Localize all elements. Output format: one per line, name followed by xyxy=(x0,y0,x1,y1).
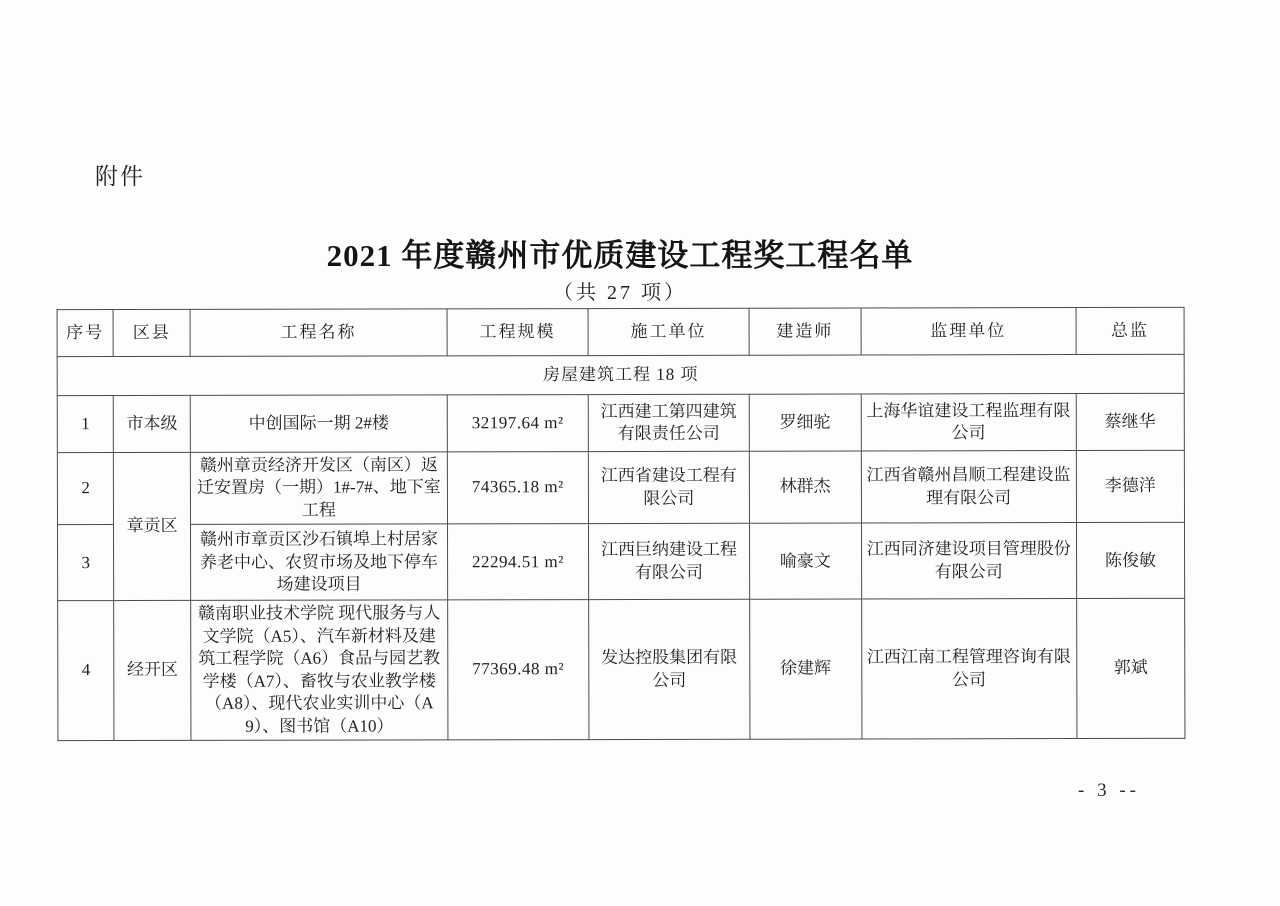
column-header-builder: 建造师 xyxy=(749,308,861,355)
cell-no: 2 xyxy=(57,453,113,525)
cell-district: 市本级 xyxy=(114,395,191,452)
section-header-row xyxy=(57,354,1184,395)
cell-scale: 22294.51 m² xyxy=(447,524,588,600)
cell-contractor: 江西巨纳建设工程有限公司 xyxy=(588,524,749,600)
cell-builder: 罗细驼 xyxy=(749,394,861,451)
column-header-chief-supervisor: 总监 xyxy=(1076,307,1184,354)
awards-table xyxy=(57,307,1186,741)
cell-chief-supervisor: 蔡继华 xyxy=(1076,393,1184,450)
cell-supervision-unit: 江西江南工程管理咨询有限公司 xyxy=(861,599,1077,739)
cell-supervision-unit: 江西同济建设项目管理股份有限公司 xyxy=(861,523,1076,599)
cell-project-name: 赣州市章贡区沙石镇埠上村居家养老中心、农贸市场及地下停车场建设项目 xyxy=(190,524,447,601)
table-row xyxy=(57,393,1184,452)
cell-district-merged: 章贡区 xyxy=(114,452,191,600)
cell-district: 经开区 xyxy=(114,601,191,741)
cell-scale: 32197.64 m² xyxy=(447,395,588,452)
cell-project-name: 赣南职业技术学院 现代服务与人文学院（A5）、汽车新材料及建筑工程学院（A6）食品与园艺教学楼（A7）、畜牧与农业教学楼（A8）、现代农业实训中心（A9）、图书馆（A10） xyxy=(191,600,448,740)
cell-scale: 77369.48 m² xyxy=(448,600,589,740)
cell-no: 3 xyxy=(58,525,115,601)
cell-supervision-unit: 江西省赣州昌顺工程建设监理有限公司 xyxy=(861,451,1076,524)
column-header-district: 区县 xyxy=(113,309,190,356)
column-header-scale: 工程规模 xyxy=(447,309,588,356)
column-header-contractor: 施工单位 xyxy=(588,308,749,355)
awards-table-container xyxy=(57,307,1186,741)
cell-chief-supervisor: 陈俊敏 xyxy=(1076,523,1184,599)
table-row xyxy=(58,599,1185,741)
column-header-supervision-unit: 监理单位 xyxy=(861,308,1076,355)
page-number: - 3 -- xyxy=(1078,780,1140,801)
table-row xyxy=(57,450,1184,525)
cell-contractor: 江西省建设工程有限公司 xyxy=(588,451,749,524)
cell-contractor: 江西建工第四建筑有限责任公司 xyxy=(588,394,749,451)
cell-no: 4 xyxy=(58,601,115,741)
table-header-row xyxy=(57,307,1184,356)
cell-project-name: 赣州章贡经济开发区（南区）返迁安置房（一期）1#-7#、地下室工程 xyxy=(190,452,447,525)
cell-contractor: 发达控股集团有限公司 xyxy=(588,600,749,740)
cell-no: 1 xyxy=(57,396,113,453)
cell-builder: 林群杰 xyxy=(749,451,861,524)
column-header-project-name: 工程名称 xyxy=(190,309,447,357)
page-title: 2021 年度赣州市优质建设工程奖工程名单 xyxy=(326,238,914,273)
page-subtitle: （共 27 项） xyxy=(553,282,687,304)
cell-supervision-unit: 上海华谊建设工程监理有限公司 xyxy=(861,394,1076,451)
table-row xyxy=(58,523,1185,601)
section-header-label: 房屋建筑工程 18 项 xyxy=(57,354,1184,395)
column-header-no: 序号 xyxy=(57,310,113,357)
attachment-label: 附件 xyxy=(95,164,145,189)
cell-chief-supervisor: 李德洋 xyxy=(1076,450,1184,523)
cell-project-name: 中创国际一期 2#楼 xyxy=(190,395,447,453)
cell-scale: 74365.18 m² xyxy=(447,452,588,525)
cell-builder: 喻豪文 xyxy=(749,523,861,599)
cell-builder: 徐建辉 xyxy=(750,599,862,739)
cell-chief-supervisor: 郭斌 xyxy=(1076,599,1185,739)
